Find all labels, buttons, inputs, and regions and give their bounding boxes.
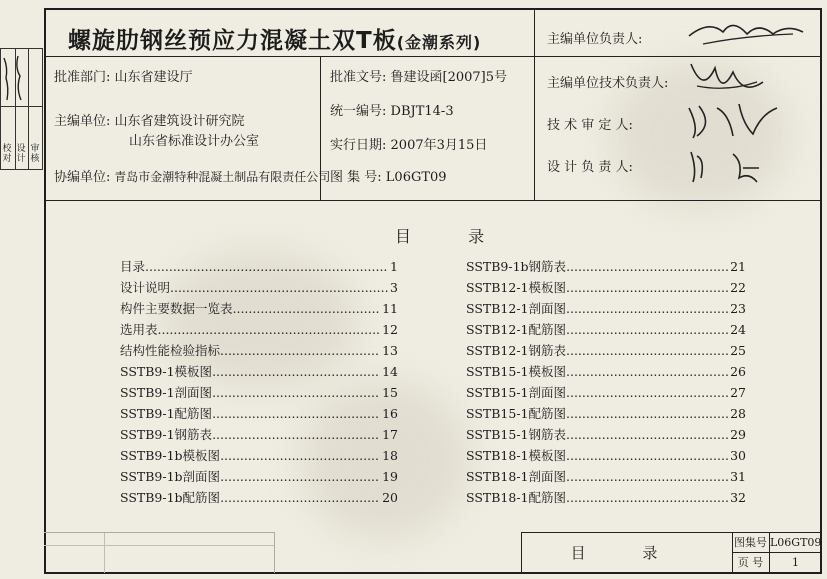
toc-entry-name: SSTB9-1b钢筋表 — [466, 259, 567, 274]
strip-signature — [0, 50, 42, 106]
toc-entry-name: SSTB9-1钢筋表 — [120, 427, 213, 442]
resp-label: 技 术 审 定 人: — [547, 118, 633, 133]
resp-label: 主编单位负责人: — [547, 32, 643, 47]
strip-label: 设 — [16, 144, 26, 154]
chief-unit-2: 山东省标准设计办公室 — [129, 134, 260, 149]
toc-entry[interactable] — [120, 382, 398, 403]
toc-entry[interactable] — [466, 445, 746, 466]
signature-image — [683, 16, 813, 56]
toc-entry[interactable] — [466, 382, 746, 403]
resp-label: 设 计 负 责 人: — [547, 160, 633, 175]
toc-entry-name: SSTB12-1配筋图 — [466, 322, 567, 337]
toc-entry-name: 结构性能检验指标 — [120, 343, 221, 358]
toc-entry[interactable] — [120, 445, 398, 466]
toc-title: 目 录 — [395, 227, 511, 246]
toc-entry-name: SSTB12-1钢筋表 — [466, 343, 567, 358]
strip-label: 对 — [2, 154, 12, 164]
toc-entry-page: 20 — [382, 490, 398, 505]
toc-entry-name: SSTB12-1模板图 — [466, 280, 567, 295]
toc-entry-name: SSTB9-1b剖面图 — [120, 469, 221, 484]
toc-leader-dots — [212, 382, 380, 403]
atlas-value: L06GT09 — [770, 533, 821, 553]
toc-entry-page: 15 — [382, 385, 398, 400]
faded-stamp-table — [44, 532, 275, 573]
toc-entry[interactable] — [466, 403, 746, 424]
strip-label: 计 — [16, 154, 26, 164]
toc-leader-dots — [145, 256, 388, 277]
toc-entry-name: SSTB9-1配筋图 — [120, 406, 213, 421]
title-block — [521, 532, 821, 573]
responsible-panel — [534, 10, 821, 200]
toc-entry[interactable] — [466, 298, 746, 319]
page-title — [68, 22, 481, 55]
toc-entry-page: 22 — [730, 280, 746, 295]
header-divider — [46, 200, 820, 201]
approve-doc: 批准文号: 鲁建设函[2007]5号 — [330, 70, 508, 85]
toc-entry-name: SSTB9-1b配筋图 — [120, 490, 221, 505]
toc-leader-dots — [566, 361, 728, 382]
toc-entry-page: 17 — [382, 427, 398, 442]
toc-entry[interactable] — [120, 403, 398, 424]
toc-leader-dots — [566, 424, 728, 445]
toc-entry[interactable] — [466, 466, 746, 487]
toc-entry-page: 14 — [382, 364, 398, 379]
toc-leader-dots — [566, 487, 728, 508]
toc-leader-dots — [233, 298, 381, 319]
toc-entry-page: 27 — [730, 385, 746, 400]
chief-unit: 主编单位: 山东省建筑设计研究院 — [54, 114, 245, 129]
title-sub: (金潮系列) — [396, 33, 482, 52]
toc-entry-page: 28 — [730, 406, 746, 421]
toc-entry-name: SSTB15-1配筋图 — [466, 406, 567, 421]
signature-image — [683, 144, 783, 194]
toc-leader-dots — [212, 361, 380, 382]
toc-entry[interactable] — [120, 277, 398, 298]
toc-entry-name: 构件主要数据一览表 — [120, 301, 233, 316]
toc-entry-page: 13 — [382, 343, 398, 358]
toc-entry-page: 25 — [730, 343, 746, 358]
toc-entry-page: 26 — [730, 364, 746, 379]
toc-entry[interactable] — [466, 487, 746, 508]
toc-leader-dots — [566, 382, 728, 403]
toc-leader-dots — [566, 256, 728, 277]
signature-image — [683, 56, 773, 104]
toc-entry-page: 1 — [390, 259, 398, 274]
toc-entry[interactable] — [466, 424, 746, 445]
page-value: 1 — [792, 556, 799, 569]
approve-dept: 批准部门: 山东省建设厅 — [54, 70, 193, 85]
toc-entry-page: 11 — [382, 301, 398, 316]
toc-entry[interactable] — [466, 361, 746, 382]
toc-entry-name: 选用表 — [120, 322, 158, 337]
toc-leader-dots — [220, 466, 380, 487]
toc-entry-page: 18 — [382, 448, 398, 463]
toc-leader-dots — [158, 319, 381, 340]
strip-label: 核 — [30, 154, 40, 164]
toc-entry[interactable] — [120, 466, 398, 487]
toc-entry[interactable] — [466, 319, 746, 340]
toc-leader-dots — [220, 445, 380, 466]
toc-entry[interactable] — [466, 277, 746, 298]
toc-entry-name: SSTB18-1配筋图 — [466, 490, 567, 505]
toc-entry-name: SSTB9-1模板图 — [120, 364, 213, 379]
unified-no: 统一编号: DBJT14-3 — [330, 104, 454, 119]
toc-entry-name: SSTB15-1剖面图 — [466, 385, 567, 400]
toc-entry[interactable] — [120, 487, 398, 508]
toc-entry-name: SSTB12-1剖面图 — [466, 301, 567, 316]
toc-entry-page: 31 — [730, 469, 746, 484]
toc-leader-dots — [566, 298, 728, 319]
toc-entry[interactable] — [120, 361, 398, 382]
strip-label: 审 — [30, 144, 40, 154]
resp-label: 主编单位技术负责人: — [547, 76, 669, 91]
toc-entry-page: 19 — [382, 469, 398, 484]
toc-entry-page: 23 — [730, 301, 746, 316]
approval-strip — [0, 48, 44, 168]
toc-leader-dots — [566, 319, 728, 340]
page-label: 页 号 — [732, 553, 770, 573]
signature-image — [683, 98, 793, 148]
toc-left-column — [120, 256, 398, 508]
header-info — [46, 10, 534, 200]
toc-leader-dots — [566, 466, 728, 487]
impl-date: 实行日期: 2007年3月15日 — [330, 138, 488, 153]
atlas-label: 图集号 — [732, 533, 770, 553]
toc-entry-page: 16 — [382, 406, 398, 421]
toc-entry-page: 12 — [382, 322, 398, 337]
toc-entry-page: 29 — [730, 427, 746, 442]
toc-entry-name: SSTB15-1钢筋表 — [466, 427, 567, 442]
toc-entry[interactable] — [120, 298, 398, 319]
toc-entry-page: 21 — [730, 259, 746, 274]
toc-leader-dots — [566, 403, 728, 424]
toc-entry-page: 24 — [730, 322, 746, 337]
coop-unit: 协编单位: 青岛市金潮特种混凝土制品有限责任公司 — [54, 170, 331, 185]
toc-leader-dots — [170, 277, 388, 298]
toc-entry[interactable] — [120, 256, 398, 277]
toc-entry[interactable] — [466, 340, 746, 361]
toc-leader-dots — [212, 403, 380, 424]
toc-entry-page: 30 — [730, 448, 746, 463]
toc-leader-dots — [220, 487, 380, 508]
toc-leader-dots — [566, 340, 728, 361]
toc-entry-name: SSTB9-1b模板图 — [120, 448, 221, 463]
toc-entry[interactable] — [120, 340, 398, 361]
toc-entry-name: SSTB18-1剖面图 — [466, 469, 567, 484]
toc-entry[interactable] — [120, 424, 398, 445]
toc-entry-name: SSTB15-1模板图 — [466, 364, 567, 379]
title-block-name: 目 录 — [522, 533, 733, 573]
toc-entry-name: SSTB18-1模板图 — [466, 448, 567, 463]
atlas-no: 图 集 号: L06GT09 — [330, 170, 447, 185]
toc-entry[interactable] — [466, 256, 746, 277]
toc-leader-dots — [220, 340, 380, 361]
toc-right-column — [466, 256, 746, 508]
strip-label: 校 — [2, 144, 12, 154]
toc-entry-page: 3 — [390, 280, 398, 295]
toc-entry-name: 目录 — [120, 259, 146, 274]
toc-entry-page: 32 — [730, 490, 746, 505]
toc-entry-name: SSTB9-1剖面图 — [120, 385, 213, 400]
title-main: 螺旋肋钢丝预应力混凝土双T板 — [68, 28, 397, 54]
toc-entry-name: 设计说明 — [120, 280, 171, 295]
toc-leader-dots — [566, 277, 728, 298]
toc-leader-dots — [212, 424, 380, 445]
toc-leader-dots — [566, 445, 728, 466]
toc-entry[interactable] — [120, 319, 398, 340]
